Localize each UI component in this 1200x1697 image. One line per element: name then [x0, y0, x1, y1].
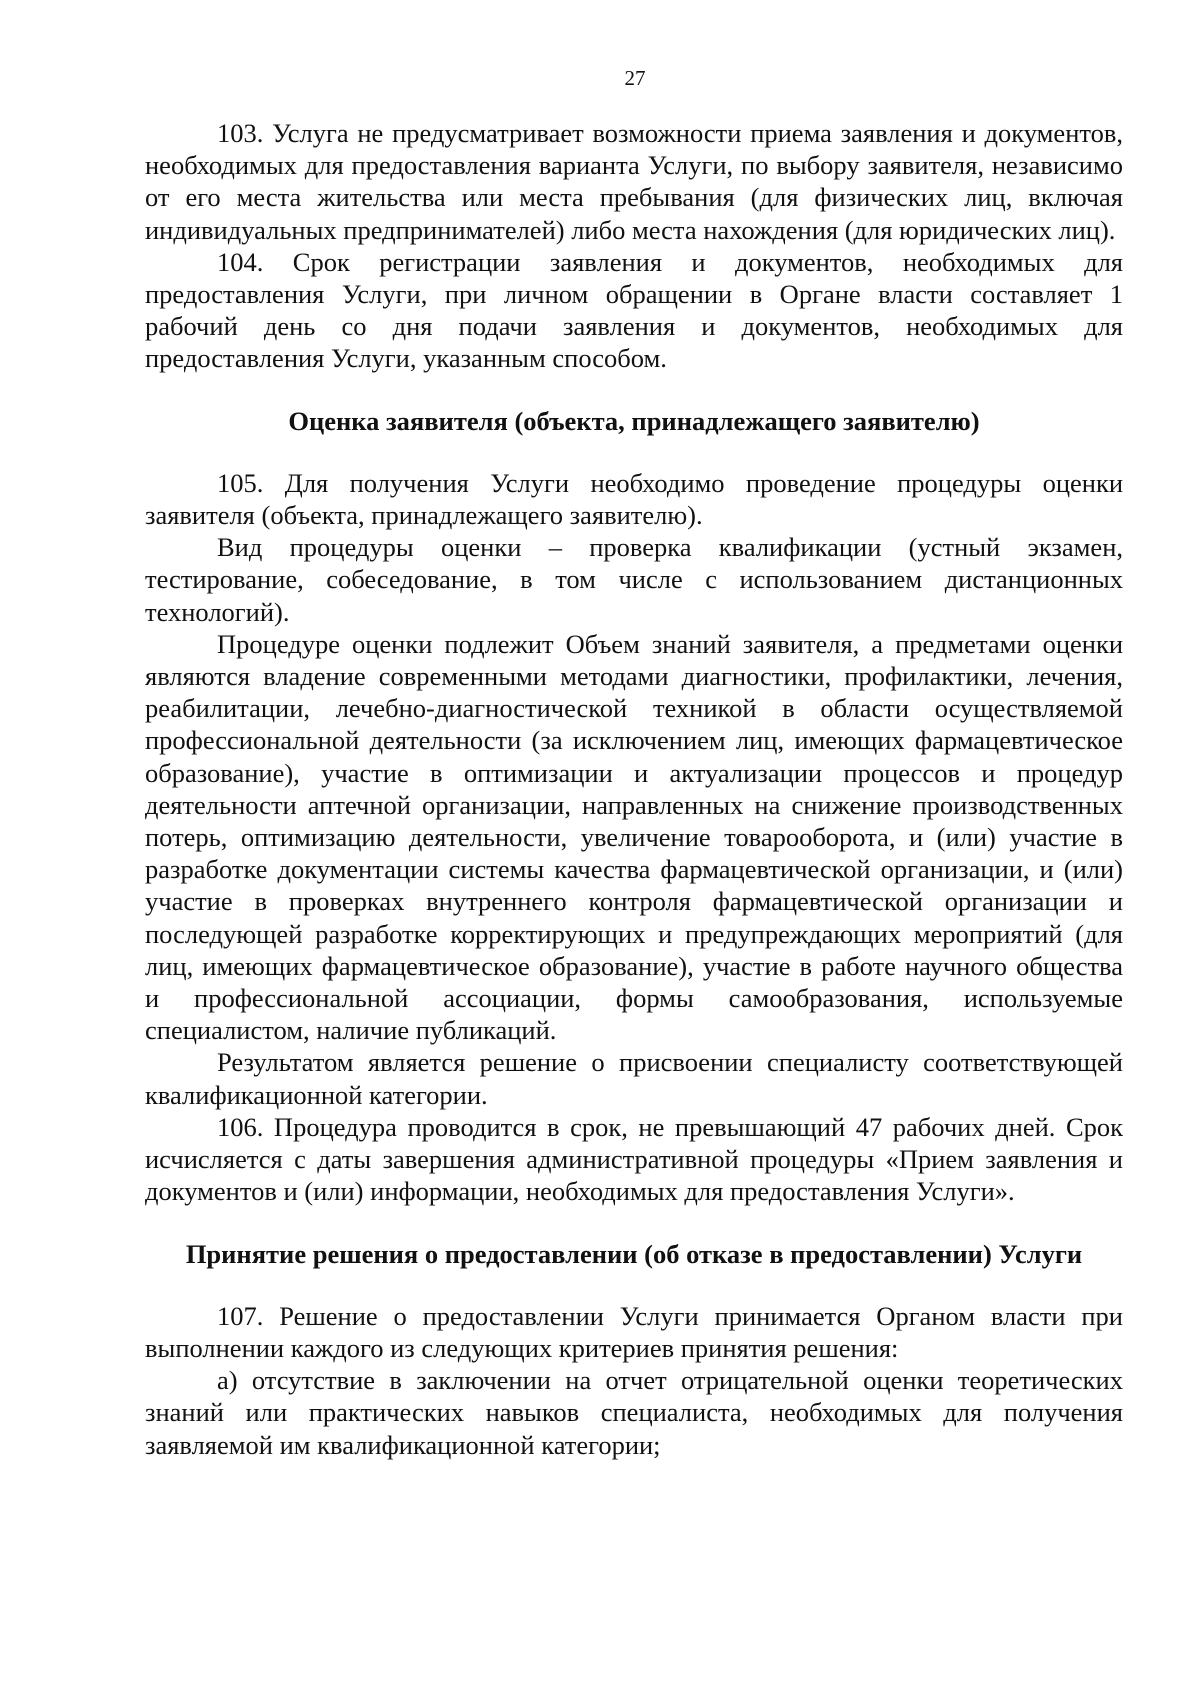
- document-body: [145, 117, 1123, 1461]
- paragraph-105: 105. Для получения Услуги необходимо проведение процедуры оценки заявителя (объекта, принадлежащего заявителю).: [145, 467, 1123, 531]
- paragraph-105-type: Вид процедуры оценки – проверка квалификации (устный экзамен, тестирование, собеседование, в том числе с использованием дистанционных технологий).: [145, 532, 1123, 627]
- paragraph-106: 106. Процедура проводится в срок, не превышающий 47 рабочих дней. Срок исчисляется с даты завершения административной процедуры «Прием заявления и документов и (или) информации, необходимых для предоставления Услуги».: [145, 1111, 1123, 1207]
- paragraph-104: 104. Срок регистрации заявления и документов, необходимых для предоставления Услуги, при личном обращении в Органе власти составляет 1 рабочий день со дня подачи заявления и документов, необходимых для предоставления Услуги, указанным способом.: [145, 246, 1123, 374]
- paragraph-107: 107. Решение о предоставлении Услуги принимается Органом власти при выполнении каждого из следующих критериев принятия решения:: [145, 1300, 1123, 1363]
- section-heading-decision: Принятие решения о предоставлении (об отказе в предоставлении) Услуги: [185, 1238, 1083, 1269]
- section-heading-assessment: Оценка заявителя (объекта, принадлежащего заявителю): [288, 405, 980, 436]
- paragraph-103: 103. Услуга не предусматривает возможности приема заявления и документов, необходимых для предоставления варианта Услуги, по выбору заявителя, независимо от его места жительства или места пребывания (для физических лиц, включая индивидуальных предпринимателей) либо места нахождения (для юридических лиц).: [145, 118, 1123, 245]
- paragraph-107-a: а) отсутствие в заключении на отчет отрицательной оценки теоретических знаний или практических навыков специалиста, необходимых для получения заявляемой им квалификационной категории;: [145, 1365, 1123, 1460]
- paragraph-105-result: Результатом является решение о присвоении специалисту соответствующей квалификационной категории.: [145, 1047, 1123, 1110]
- page-number: 27: [624, 66, 646, 90]
- paragraph-105-subject: Процедуре оценки подлежит Объем знаний заявителя, а предметами оценки являются владение современными методами диагностики, профилактики, лечения, реабилитации, лечебно-диагностической техникой в области осуществляемой профессиональной деятельности (за исключением лиц, имеющих фармацевтическое образование), участие в оптимизации и актуализации процессов и процедур деятельности аптечной организации, направленных на снижение производственных потерь, оптимизацию деятельности, увеличение товарооборота, и (или) участие в разработке документации системы качества фармацевтической организации, и (или) участие в проверках внутреннего контроля фармацевтической организации и последующей разработке корректирующих и предупреждающих мероприятий (для лиц, имеющих фармацевтическое образование), участие в работе научного общества и профессиональной ассоциации, формы самообразования, используемые специалистом, наличие публикаций.: [145, 628, 1123, 1046]
